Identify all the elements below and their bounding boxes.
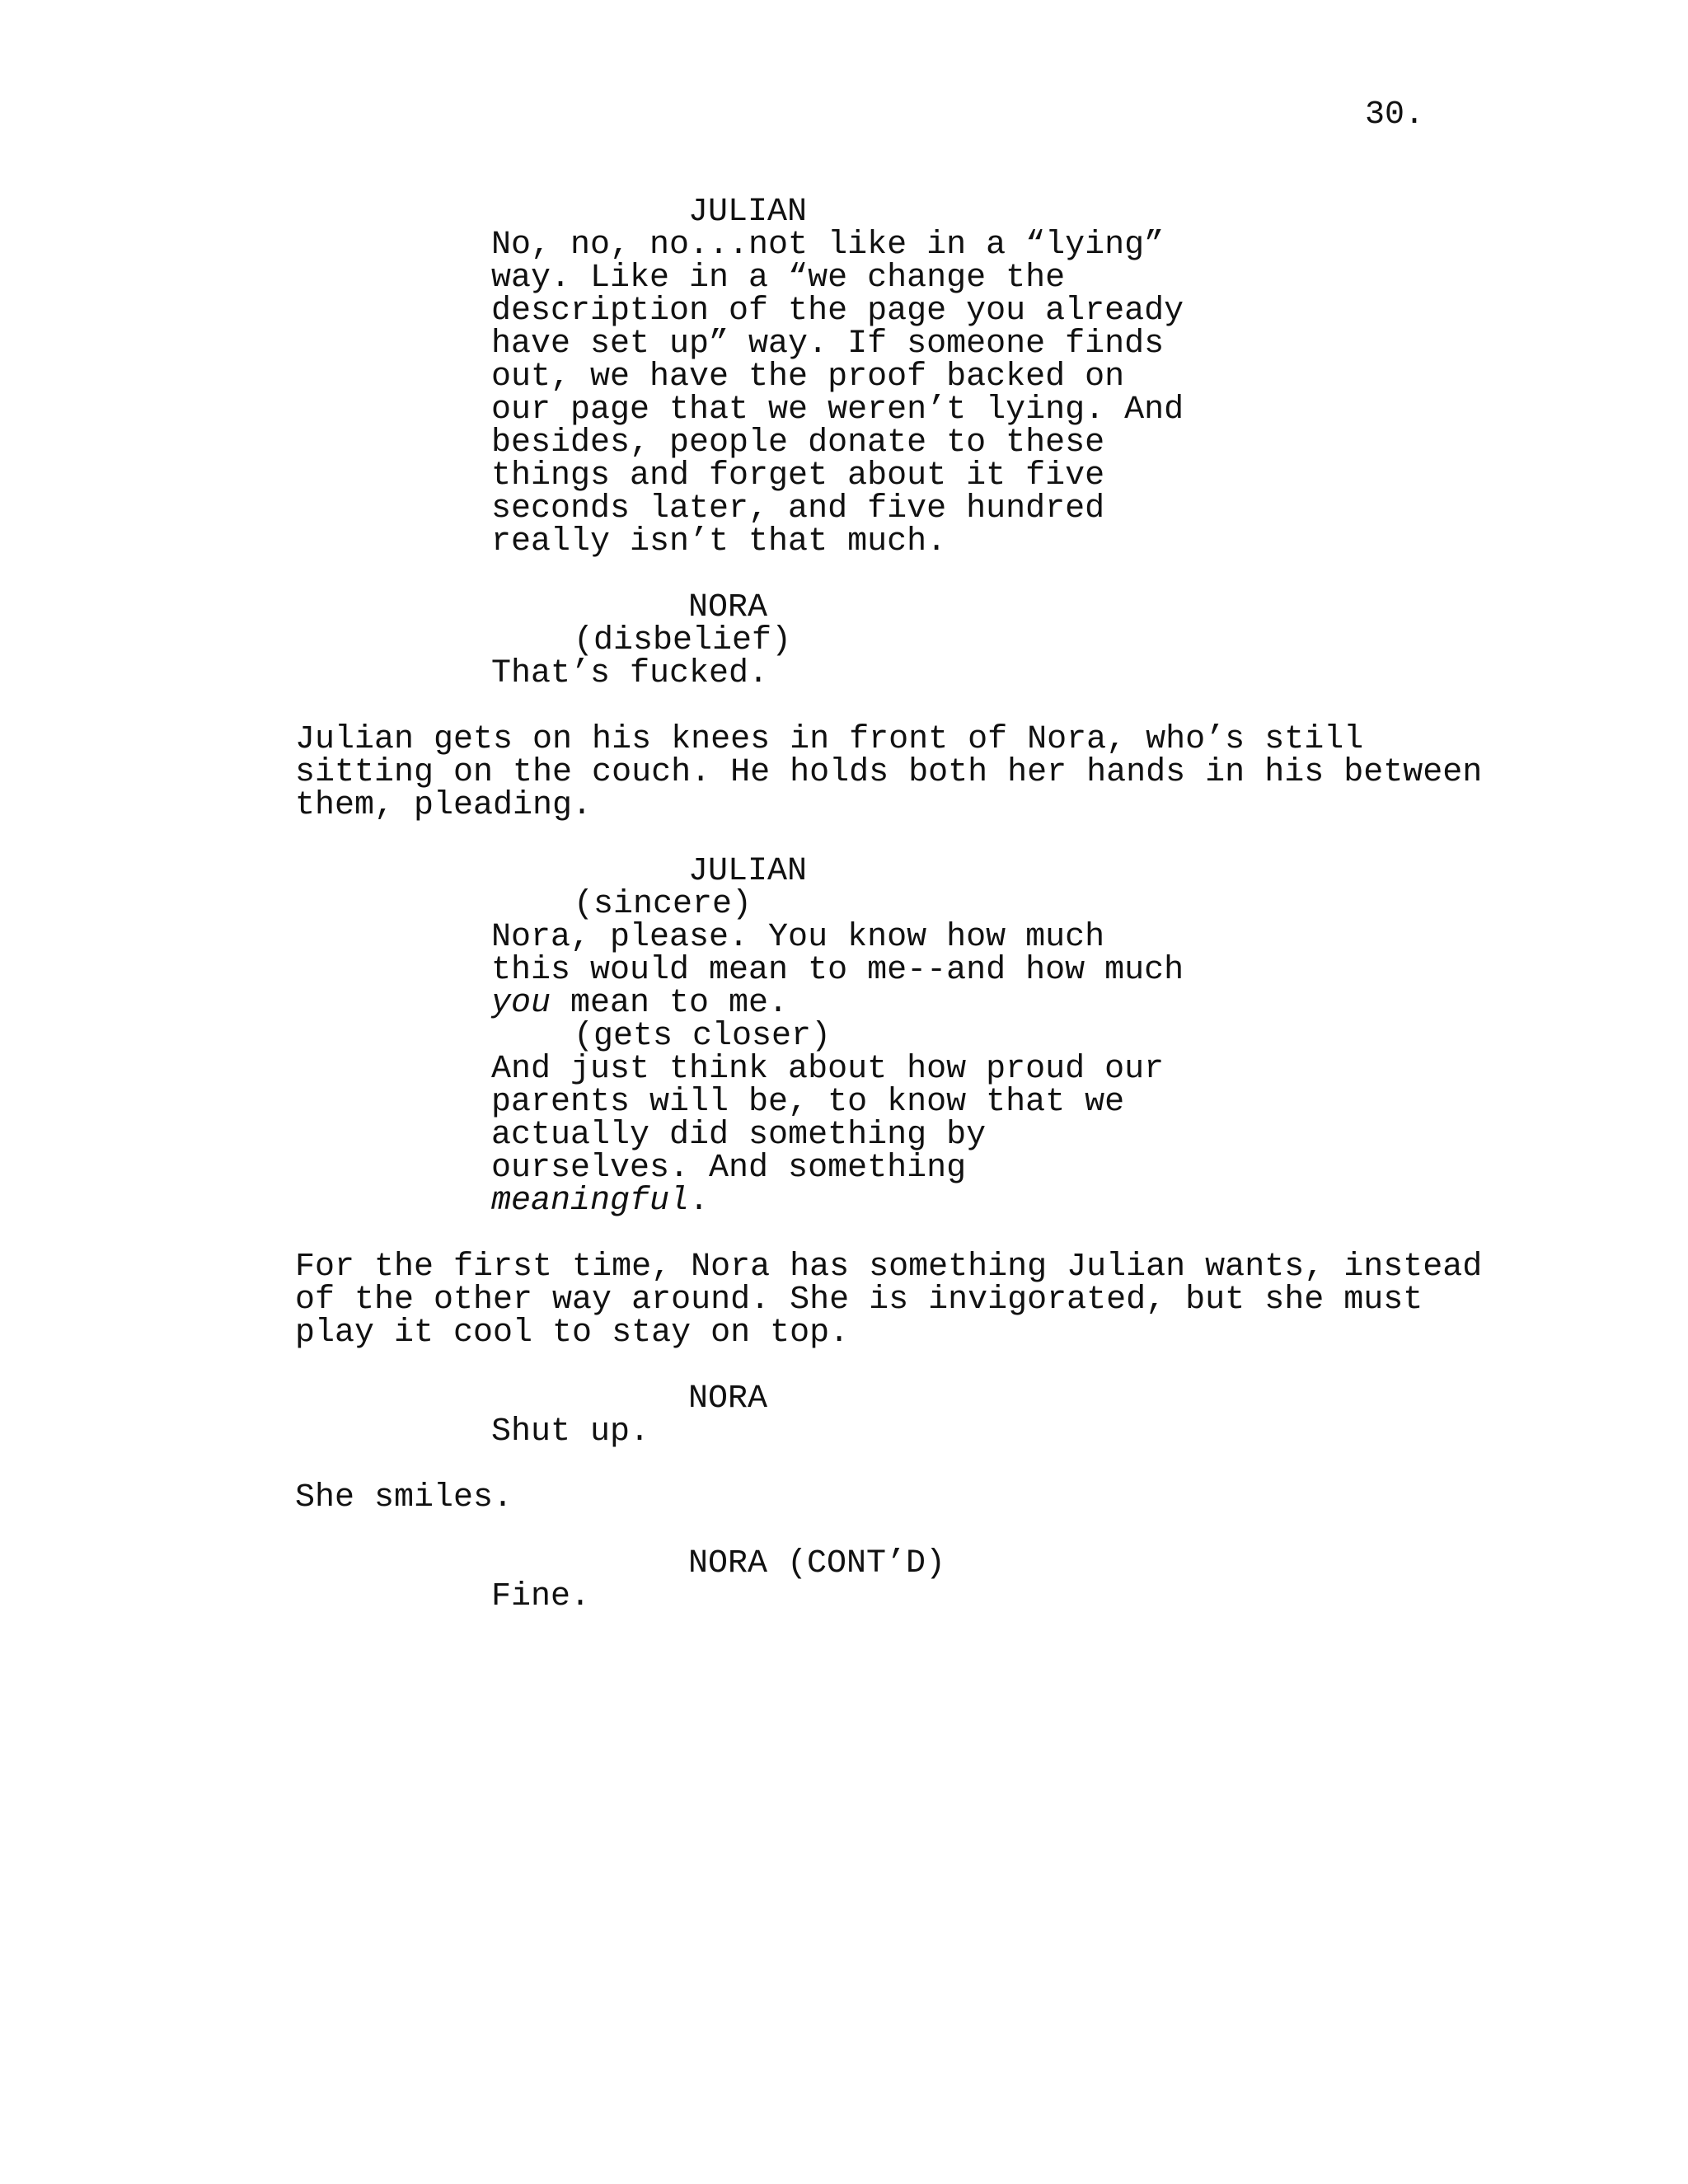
dialogue-line: really isn’t that much.: [491, 523, 947, 560]
dialogue-line: ourselves. And something: [491, 1150, 967, 1187]
dialogue-line: this would mean to me--and how much: [491, 952, 1184, 989]
parenthetical: (gets closer): [574, 1018, 832, 1055]
dialogue-emphasis: meaningful: [491, 1183, 690, 1220]
action-line: For the first time, Nora has something Julian wants, instead: [295, 1249, 1483, 1286]
dialogue-line: description of the page you already: [491, 293, 1184, 330]
action-line: of the other way around. She is invigorated, but she must: [295, 1282, 1423, 1319]
dialogue-line: Nora, please. You know how much: [491, 919, 1105, 956]
dialogue-line: No, no, no...not like in a “lying”: [491, 227, 1165, 264]
action-line: play it cool to stay on top.: [295, 1315, 850, 1352]
parenthetical: (sincere): [574, 886, 753, 923]
dialogue-line: parents will be, to know that we: [491, 1084, 1125, 1121]
dialogue-line: actually did something by: [491, 1117, 987, 1154]
dialogue-line: our page that we weren’t lying. And: [491, 391, 1184, 429]
dialogue-line: Fine.: [491, 1578, 591, 1615]
action-line: them, pleading.: [295, 787, 593, 824]
action-line: She smiles.: [295, 1479, 513, 1516]
character-name: NORA: [688, 589, 768, 626]
dialogue-line: [491, 1185, 709, 1218]
dialogue-emphasis: you: [491, 985, 551, 1022]
dialogue-line: That’s fucked.: [491, 655, 769, 692]
dialogue-line: [491, 987, 788, 1020]
dialogue-line: way. Like in a “we change the: [491, 260, 1066, 297]
action-line: Julian gets on his knees in front of Nora, who’s still: [295, 721, 1364, 758]
dialogue-line: besides, people donate to these: [491, 424, 1105, 462]
dialogue-line: Shut up.: [491, 1413, 650, 1451]
dialogue-line: have set up” way. If someone finds: [491, 326, 1165, 363]
parenthetical: (disbelief): [574, 622, 792, 659]
action-line: sitting on the couch. He holds both her hands in his between: [295, 754, 1483, 791]
dialogue-line: And just think about how proud our: [491, 1051, 1165, 1088]
dialogue-text: mean to me.: [551, 985, 789, 1022]
character-name: JULIAN: [688, 194, 808, 231]
dialogue-line: out, we have the proof backed on: [491, 359, 1125, 396]
character-name: NORA: [688, 1380, 768, 1418]
dialogue-line: seconds later, and five hundred: [491, 490, 1105, 527]
character-name: NORA (CONT’D): [688, 1545, 946, 1582]
dialogue-text: .: [689, 1183, 710, 1220]
dialogue-line: things and forget about it five: [491, 457, 1105, 494]
character-name: JULIAN: [688, 853, 808, 890]
page-number: 30.: [1365, 96, 1425, 134]
